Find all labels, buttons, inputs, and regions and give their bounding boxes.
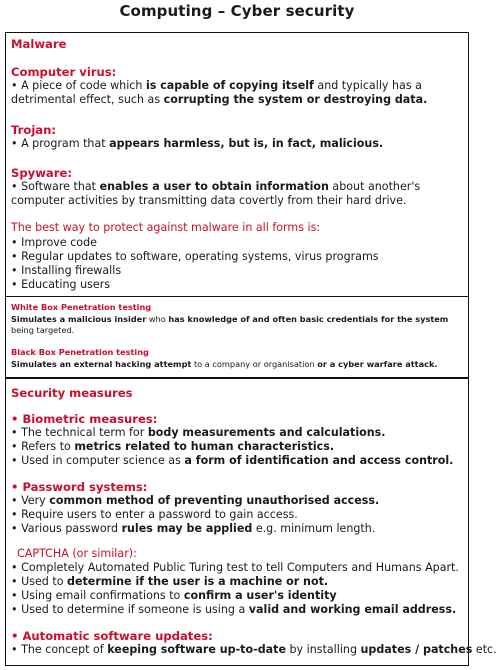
trojan-text: • A program that appears harmless, but is, in fact, malicious. [11, 137, 384, 150]
password-line: • Very common method of preventing unauthorised access. [11, 494, 380, 507]
biometric-heading: • Biometric measures: [11, 412, 158, 426]
security-heading: Security measures [11, 386, 133, 400]
captcha-line: • Used to determine if the user is a machine or not. [11, 575, 329, 588]
password-line: • Require users to enter a password to gain access. [11, 508, 298, 521]
trojan-heading: Trojan: [11, 123, 57, 137]
captcha-line: • Using email confirmations to confirm a user's identity [11, 589, 337, 602]
protect-item: • Educating users [11, 278, 111, 291]
black-box-heading: Black Box Penetration testing [11, 347, 149, 357]
spyware-heading: Spyware: [11, 166, 72, 180]
captcha-heading: CAPTCHA (or similar): [17, 547, 137, 560]
protect-heading: The best way to protect against malware in all forms is: [11, 221, 321, 234]
updates-line: • The concept of keeping software up-to-date by installing updates / patches etc. [11, 643, 497, 656]
malware-section [5, 32, 469, 297]
protect-item: • Regular updates to software, operating systems, virus programs [11, 250, 379, 263]
black-box-text: Simulates an external hacking attempt to a company or organisation or a cyber warfare attack. [11, 359, 438, 369]
white-box-text: Simulates a malicious insider who has knowledge of and often basic credentials for the system being targeted. [11, 314, 449, 335]
protect-item: • Improve code [11, 236, 97, 249]
penetration-testing-section [5, 296, 469, 378]
virus-heading: Computer virus: [11, 65, 117, 79]
biometric-line: • The technical term for body measurements and calculations. [11, 426, 386, 439]
password-heading: • Password systems: [11, 480, 148, 494]
biometric-line: • Refers to metrics related to human characteristics. [11, 440, 335, 453]
malware-heading: Malware [11, 37, 67, 51]
page-title: Computing – Cyber security [119, 2, 355, 20]
biometric-line: • Used in computer science as a form of identification and access control. [11, 454, 454, 467]
captcha-line: • Used to determine if someone is using a valid and working email address. [11, 603, 457, 616]
virus-text: • A piece of code which is capable of copying itself and typically has a detrimental effect, such as corrupting the system or destroying data. [11, 79, 428, 106]
updates-heading: • Automatic software updates: [11, 629, 213, 643]
protect-item: • Installing firewalls [11, 264, 122, 277]
white-box-heading: White Box Penetration testing [11, 302, 152, 312]
spyware-text: • Software that enables a user to obtain information about another's computer activities by transmitting data covertly from their hard drive. [11, 180, 421, 207]
captcha-line: • Completely Automated Public Turing test to tell Computers and Humans Apart. [11, 561, 459, 574]
security-measures-section [5, 378, 497, 666]
password-line: • Various password rules may be applied e.g. minimum length. [11, 522, 376, 535]
